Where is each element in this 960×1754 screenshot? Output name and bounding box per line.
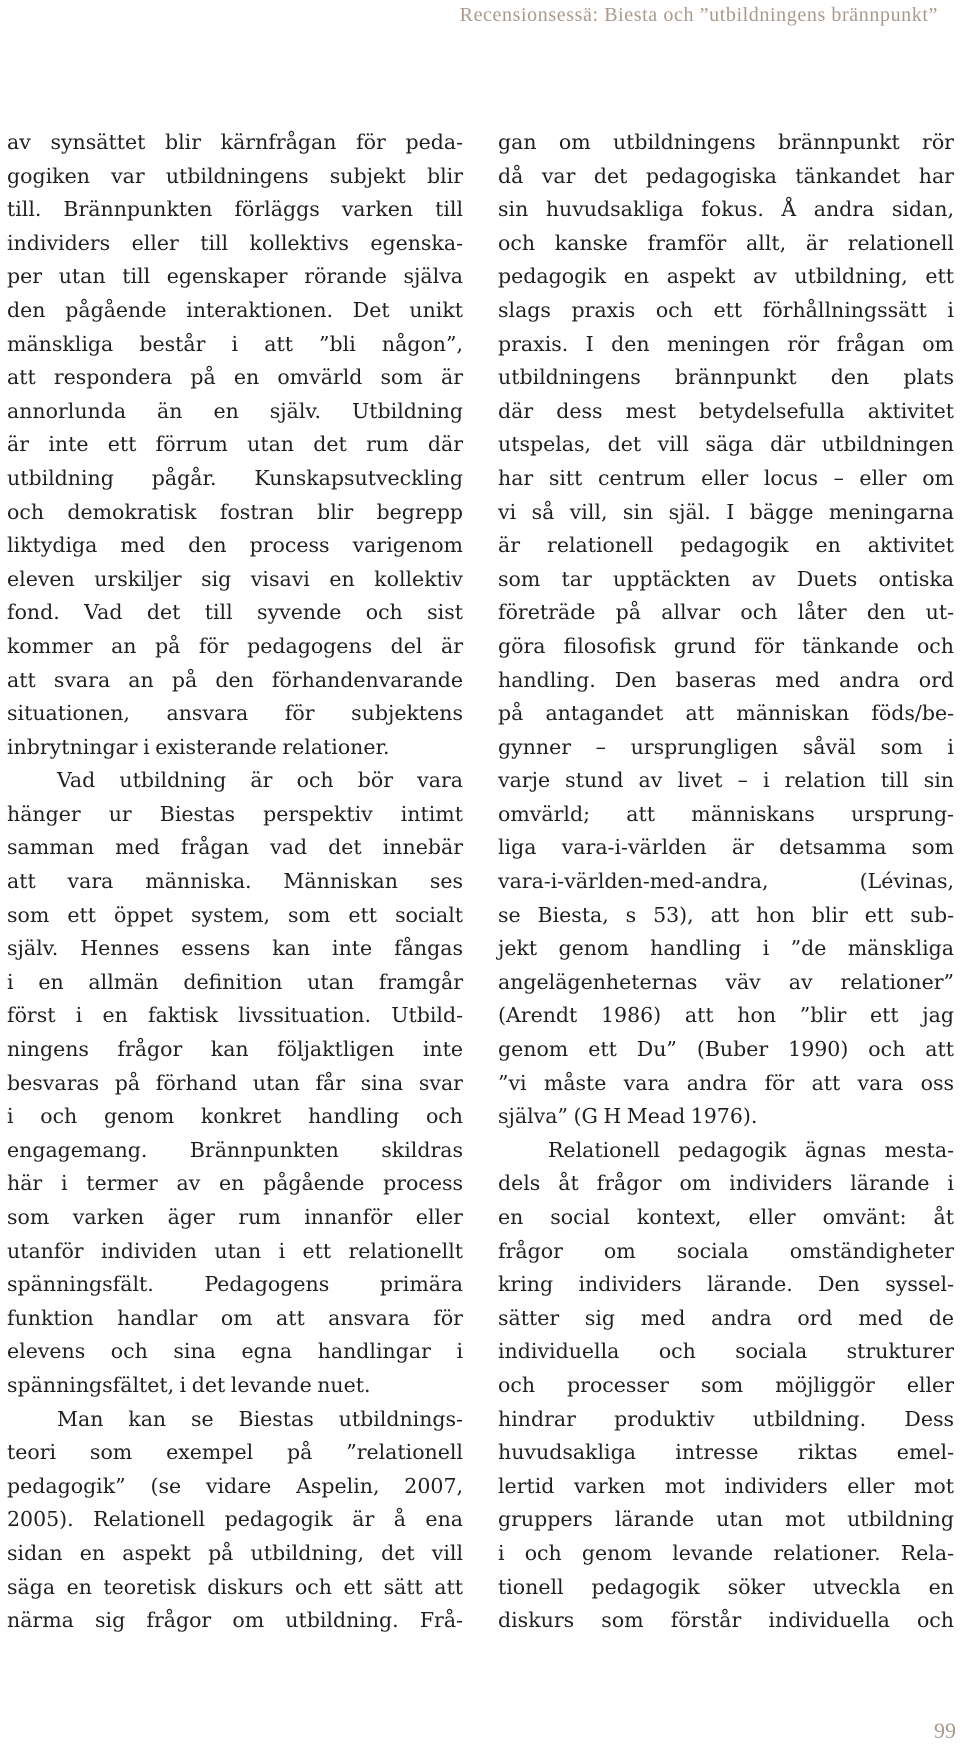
text-line: 2005). Relationell pedagogik är å ena	[7, 1507, 463, 1532]
text-line: gynner – ursprungligen såväl som i	[498, 734, 954, 759]
text-line: som ett öppet system, som ett socialt	[7, 902, 463, 927]
text-line: att vara människa. Människan ses	[7, 869, 463, 894]
text-line: Man kan se Biestas utbildnings-	[57, 1406, 463, 1431]
text-line: att svara an på den förhandenvarande	[7, 667, 463, 692]
text-line: hänger ur Biestas perspektiv intimt	[7, 801, 463, 826]
text-line: i och genom levande relationer. Rela-	[498, 1540, 954, 1565]
text-line: ningens frågor kan följaktligen inte	[7, 1037, 463, 1062]
text-line: genom ett Du” (Buber 1990) och att	[498, 1037, 954, 1062]
text-line: Relationell pedagogik ägnas mesta-	[548, 1137, 954, 1162]
text-line: liktydiga med den process varigenom	[7, 533, 463, 558]
text-line: pedagogik en aspekt av utbildning, ett	[498, 264, 954, 289]
text-line: spänningsfältet, i det levande nuet.	[7, 1372, 371, 1397]
text-line: i en allmän definition utan framgår	[7, 969, 463, 994]
text-line: har sitt centrum eller locus – eller om	[498, 465, 954, 490]
text-line: funktion handlar om att ansvara för	[7, 1305, 463, 1330]
text-line: vara-i-världen-med-andra, (Lévinas,	[498, 869, 954, 894]
text-line: hindrar produktiv utbildning. Dess	[498, 1406, 954, 1431]
running-header: Recensionsessä: Biesta och ”utbildningens brännpunkt”	[459, 4, 938, 26]
text-line: närma sig frågor om utbildning. Frå-	[7, 1608, 463, 1633]
text-line: handling. Den baseras med andra ord	[498, 667, 954, 692]
text-line: engagemang. Brännpunkten skildras	[7, 1137, 463, 1162]
text-line: och processer som möjliggör eller	[498, 1372, 954, 1397]
text-line: varje stund av livet – i relation till sin	[498, 768, 954, 793]
text-line: jekt genom handling i ”de mänskliga	[498, 936, 954, 961]
text-line: själv. Hennes essens kan inte fångas	[7, 936, 463, 961]
text-line: en social kontext, eller omvänt: åt	[498, 1205, 954, 1229]
text-line: Vad utbildning är och bör vara	[57, 768, 463, 793]
text-line: inbrytningar i existerande relationer.	[7, 734, 390, 759]
text-line: ”vi måste vara andra för att vara oss	[498, 1070, 954, 1095]
text-line: först i en faktisk livssituation. Utbild-	[7, 1003, 463, 1028]
text-line: är relationell pedagogik en aktivitet	[498, 533, 954, 558]
text-line: praxis. I den meningen rör frågan om	[498, 331, 954, 356]
text-line: sin huvudsakliga fokus. Å andra sidan,	[498, 197, 954, 222]
text-line: besvaras på förhand utan får sina svar	[7, 1070, 463, 1095]
text-line: och kanske framför allt, är relationell	[498, 230, 954, 255]
text-line: individuella och sociala strukturer	[498, 1339, 954, 1364]
text-line: samman med frågan vad det innebär	[7, 835, 463, 860]
page-number: 99	[934, 1718, 956, 1743]
text-line: liga vara-i-världen är detsamma som	[498, 835, 954, 860]
text-line: sidan en aspekt på utbildning, det vill	[7, 1540, 463, 1565]
text-line: huvudsakliga intresse riktas emel-	[498, 1440, 954, 1465]
text-line: pedagogik” (se vidare Aspelin, 2007,	[7, 1473, 463, 1498]
text-line: gan om utbildningens brännpunkt rör	[498, 130, 954, 154]
text-line: gruppers lärande utan mot utbildning	[498, 1507, 954, 1532]
text-line: utbildningens brännpunkt den plats	[498, 365, 954, 390]
text-line: gogiken var utbildningens subjekt blir	[7, 163, 463, 188]
text-line: teori som exempel på ”relationell	[7, 1440, 463, 1465]
text-line: som tar upptäckten av Duets ontiska	[498, 566, 954, 591]
text-line: utbildning pågår. Kunskapsutveckling	[7, 465, 463, 490]
text-line: spänningsfält. Pedagogens primära	[7, 1272, 463, 1297]
text-line: slags praxis och ett förhållningssätt i	[498, 297, 954, 322]
left-text-column	[7, 126, 463, 1638]
text-line: till. Brännpunkten förläggs varken till	[7, 197, 463, 222]
text-line: individers eller till kollektivs egenska-	[7, 230, 463, 255]
text-line: se Biesta, s 53), att hon blir ett sub-	[498, 902, 954, 927]
text-line: kommer an på för pedagogens del är	[7, 633, 463, 658]
text-line: i och genom konkret handling och	[7, 1104, 463, 1129]
text-line: situationen, ansvara för subjektens	[7, 701, 463, 726]
text-line: den pågående interaktionen. Det unikt	[7, 297, 463, 322]
text-line: och demokratisk fostran blir begrepp	[7, 499, 463, 524]
text-line: kring individers lärande. Den syssel-	[498, 1272, 954, 1297]
text-line: där dess mest betydelsefulla aktivitet	[498, 398, 954, 423]
text-line: omvärld; att människans ursprung-	[498, 801, 954, 826]
text-line: mänskliga består i att ”bli någon”,	[7, 331, 463, 356]
text-line: att respondera på en omvärld som är	[7, 365, 463, 390]
text-line: företräde på allvar och låter den ut-	[498, 600, 954, 625]
text-line: själva” (G H Mead 1976).	[498, 1104, 758, 1129]
text-line: dels åt frågor om individers lärande i	[498, 1171, 954, 1196]
text-line: utanför individen utan i ett relationellt	[7, 1238, 463, 1263]
right-text-column	[498, 126, 954, 1638]
text-line: elevens och sina egna handlingar i	[7, 1339, 463, 1364]
text-line: (Arendt 1986) att hon ”blir ett jag	[498, 1003, 954, 1028]
text-line: är inte ett förrum utan det rum där	[7, 432, 463, 457]
text-line: då var det pedagogiska tänkandet har	[498, 163, 954, 188]
text-line: lertid varken mot individers eller mot	[498, 1473, 954, 1498]
text-line: per utan till egenskaper rörande själva	[7, 264, 463, 289]
text-line: utspelas, det vill säga där utbildningen	[498, 432, 954, 457]
text-line: eleven urskiljer sig visavi en kollektiv	[7, 566, 463, 591]
text-line: säga en teoretisk diskurs och ett sätt att	[7, 1574, 463, 1599]
text-line: angelägenheternas väv av relationer”	[498, 969, 954, 994]
text-line: tionell pedagogik söker utveckla en	[498, 1574, 954, 1599]
text-line: annorlunda än en själv. Utbildning	[7, 398, 463, 423]
text-line: vi så vill, sin själ. I bägge meningarna	[498, 499, 954, 524]
text-line: på antagandet att människan föds/be-	[498, 701, 954, 726]
text-line: göra filosofisk grund för tänkande och	[498, 633, 954, 658]
text-line: av synsättet blir kärnfrågan för peda-	[7, 130, 463, 154]
text-line: frågor om sociala omständigheter	[498, 1238, 954, 1263]
text-line: här i termer av en pågående process	[7, 1171, 463, 1196]
text-line: sätter sig med andra ord med de	[498, 1305, 954, 1330]
text-line: fond. Vad det till syvende och sist	[7, 600, 463, 625]
text-line: diskurs som förstår individuella och	[498, 1608, 954, 1633]
text-line: som varken äger rum innanför eller	[7, 1205, 463, 1229]
